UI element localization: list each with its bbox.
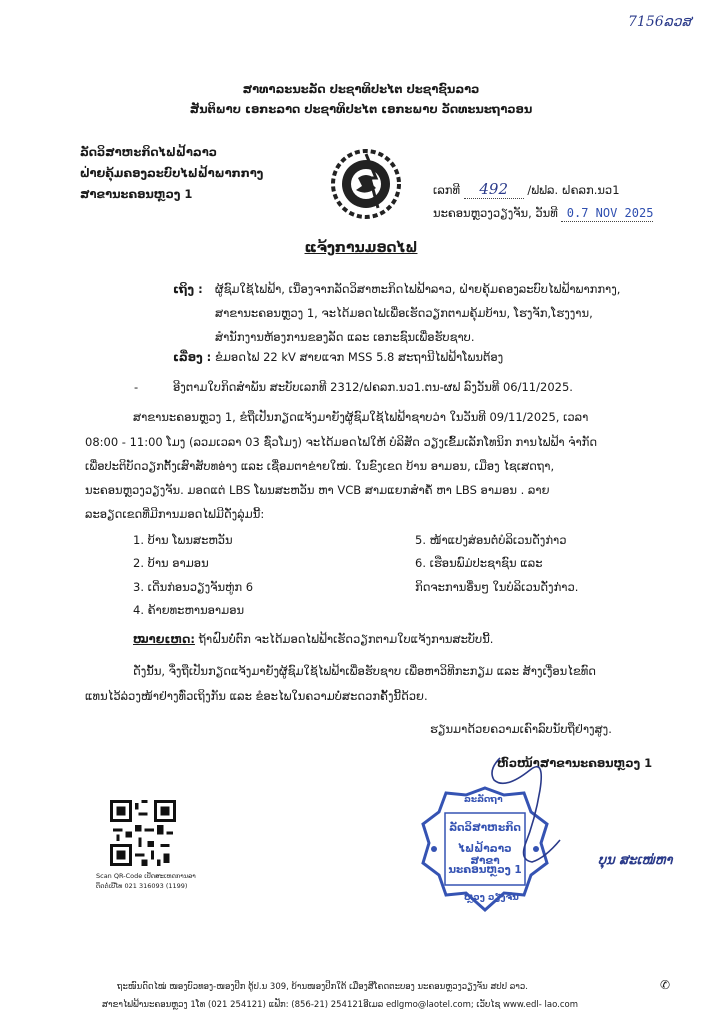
corner-note: 7156ລວສ [628, 14, 692, 30]
qr-caption-1: Scan QR-Code ເປັດສະເຫດການລາ [96, 872, 196, 880]
national-header-line1: ສາທາລະນະລັດ ປະຊາທິປະໄຕ ປະຊາຊົນລາວ [242, 82, 480, 96]
body-line-1: ສາຂານະຄອນຫຼວງ 1, ຂໍຖືເປັນກຽດແຈ້ງມາຍັງຜູ້ຊົມໃຊ້ໄຟຟ້າຊາບວ່າ ໃນວັນທີ 09/11/2025, ເວລາ [133, 410, 589, 424]
org-line3: ສາຂານະຄອນຫຼວງ 1 [80, 187, 193, 201]
closing-line-1: ດັ່ງນັ້ນ, ຈຶ່ງຖືເປັນກຽດແຈ້ງມາຍັງຜູ້ຊົມໃຊ້ໄຟຟ້າເພື່ອຮັບຊາບ ເພື່ອຫາວິທີກະກຽມ ແລະ ສ້າງເງື່ອນໄຂທົດ [133, 664, 596, 678]
body-line-2: 08:00 - 11:00 ໂມງ (ລວມເວລາ 03 ຊົ່ວໂມງ) ຈະໄດ້ມອດໄຟໃຫ້ ບໍລິສັດ ວຽງເຂົ້ມເລັກໂທນິກ ການໄຟຟ້າ ຈຳກັດ [85, 435, 598, 449]
ref-date [433, 206, 653, 222]
stamp-line3: ນະຄອນຫຼວງ 1 [448, 864, 522, 876]
ref-number-suffix: /ຟຟລ. ຝຄລກ.ນວ1 [527, 183, 620, 197]
qr-code[interactable] [110, 800, 176, 866]
ref-number-handwritten: 492 [479, 180, 508, 198]
subject-text: ຂໍມອດໄຟ 22 kV ສາຍແຈກ MSS 5.8 ສະຖານີໄຟຟ້າໂພນຕ້ອງ [215, 350, 504, 364]
area-item-1: 1. ບ້ານ ໂພນສະຫວັນ [133, 533, 233, 547]
reference-bullet: - [134, 380, 139, 394]
stamp-line2: ໄຟຟ້າລາວ ສາຂາ [458, 843, 512, 867]
document-title: ແຈ້ງການມອດໄຟ [304, 240, 418, 256]
ref-number-prefix: ເລກທີ [433, 183, 461, 197]
ref-number [433, 182, 620, 199]
footer-contact: ສາຂາໄຟຟ້ານະຄອນຫຼວງ 1ໂທ (021 254121) ແຟັກ: (856-21) 254121ອີເມລ edlgmo@laotel.com; ເວັບໄຊ www.edl- lao.com [102, 1000, 578, 1010]
org-line2: ຝ່າຍຄຸ້ມຄອງລະບົບໄຟຟ້າພາກກາງ [80, 166, 264, 180]
note-text: ຖ້າຝົນບໍ່ຕົກ ຈະໄດ້ມອດໄຟຟ້າເຮັດວຽກຕາມໃບແຈ້ງການສະບັບນີ້. [198, 632, 494, 646]
stamp-line1: ລັດວິສາຫະກິດ [449, 822, 521, 834]
ref-date-prefix: ນະຄອນຫຼວງວຽງຈັນ, ວັນທີ [433, 206, 558, 220]
area-item-2: 2. ບ້ານ ອາມອນ [133, 556, 209, 570]
area-item-6-continued: ກິດຈະການອື່ນໆ ໃນບໍລິເວນດັ່ງກ່າວ. [415, 580, 579, 594]
area-item-5: 5. ໜ້າແປງສ່ອນຕໍ່ບໍລິເວນດັ່ງກ່າວ [415, 533, 567, 547]
subject-label: ເລື່ອງ : [173, 350, 212, 364]
date-stamp: 0.7 NOV 2025 [566, 206, 654, 220]
qr-caption-2: ຕິດຕໍ່ເບີໂທ 021 316093 (1199) [96, 882, 188, 890]
to-line-3: ສຳນັກງານຫ້ອງການຂອງລັດ ແລະ ເອກະຊົນເພື່ອຮັບຊາບ. [215, 330, 475, 344]
footer-logo-icon: ✆ [660, 978, 671, 992]
stamp-ring-top: ລະລັດຖາ [464, 795, 503, 805]
stamp-ring-bottom: ຫຼວງ ວຽງຈັນ [464, 893, 519, 903]
edl-logo [330, 148, 402, 220]
signature [470, 750, 590, 870]
footer-address: ຖະໜົນດົດໄໝ່ ໜອງບົວທອງ-ໜອງປິກ ຕູ້ປ.ນ 309, ບ້ານໜອງປິກໃຕ້ ເມືອງສີໂຄດຕະບອງ ນະຄອນຫຼວງວຽງຈັນ ສປປ ລາວ. [117, 982, 528, 992]
note-label: ໝາຍເຫດ: [133, 632, 195, 646]
body-line-3: ເພື່ອປະຕິບັດວຽກຕັ້ງເສົາສັບທອ່າງ ແລະ ເຊື່ອມຕາຂ່າຍໃໝ່. ໃນຂົງເຂດ ບ້ານ ອາມອນ, ເມືອງ ໄຊເສດຖາ, [85, 459, 555, 473]
signature-title: ຫົວໜ້າສາຂານະຄອນຫຼວງ 1 [497, 756, 653, 770]
to-label: ເຖິງ : [173, 282, 203, 296]
to-line-1: ຜູ້ຊົມໃຊ້ໄຟຟ້າ, ເນື່ອງຈາກລັດວິສາຫະກິດໄຟຟ້າລາວ, ຝ່າຍຄຸ້ມຄອງລະບົບໄຟຟ້າພາກກາງ, [215, 282, 621, 296]
org-line1: ລັດວິສາຫະກິດໄຟຟ້າລາວ [80, 145, 217, 159]
closing-line-2: ແທນໄວ້ລ່ວງໜ້າຢ່າງທົ່ວເຖິງກັນ ແລະ ຂໍອະໄພໃນຄວາມບໍ່ສະດວກຄັ້ງນີ້ດ້ວຍ. [85, 689, 428, 703]
to-line-2: ສາຂານະຄອນຫຼວງ 1, ຈະໄດ້ມອດໄຟເພື່ອເຮັດວຽກຕາມຄຸ້ມບ້ານ, ໂຮງຈັກ,ໂຮງງານ, [215, 306, 593, 320]
area-item-6: 6. ເຮືອນພົມ່ປະຊາຊົນ ແລະ [415, 556, 543, 570]
area-item-3: 3. ເດີ່ນກ່ອນວຽງຈັນຫູ່ກ 6 [133, 580, 254, 594]
reference-line: ອີງຕາມໃບກິດສຳພັນ ສະບັບເລກທີ 2312/ຝຄລກ.ນວ1.ຕນ-ຜຟ ລົງວັນທີ 06/11/2025. [173, 380, 573, 394]
national-header-line2: ສັນຕິພາບ ເອກະລາດ ປະຊາທິປະໄຕ ເອກະພາບ ວັດທະນະຖາວອນ [189, 102, 533, 116]
regards: ຮຽນມາດ້ວຍຄວາມເຄົາລົບນັບຖືຢ່າງສູງ. [430, 722, 612, 736]
note [133, 632, 493, 647]
body-line-4: ນະຄອນຫຼວງວຽງຈັນ. ມອດແຕ່ LBS ໂພນສະຫວັນ ຫາ VCB ສາມແຍກສຳຄໍ້ ຫາ LBS ອາມອນ . ລາຍ [85, 483, 550, 497]
body-line-5: ລະອຽດເຂດທີ່ມີການມອດໄຟມີດັ່ງລຸ່ມນີ້: [85, 507, 265, 521]
signer-name: ບຸນ ສະເໜ່ຫາ [598, 853, 673, 868]
area-item-4: 4. ຄ້າຍທະຫານອາມອນ [133, 603, 245, 617]
